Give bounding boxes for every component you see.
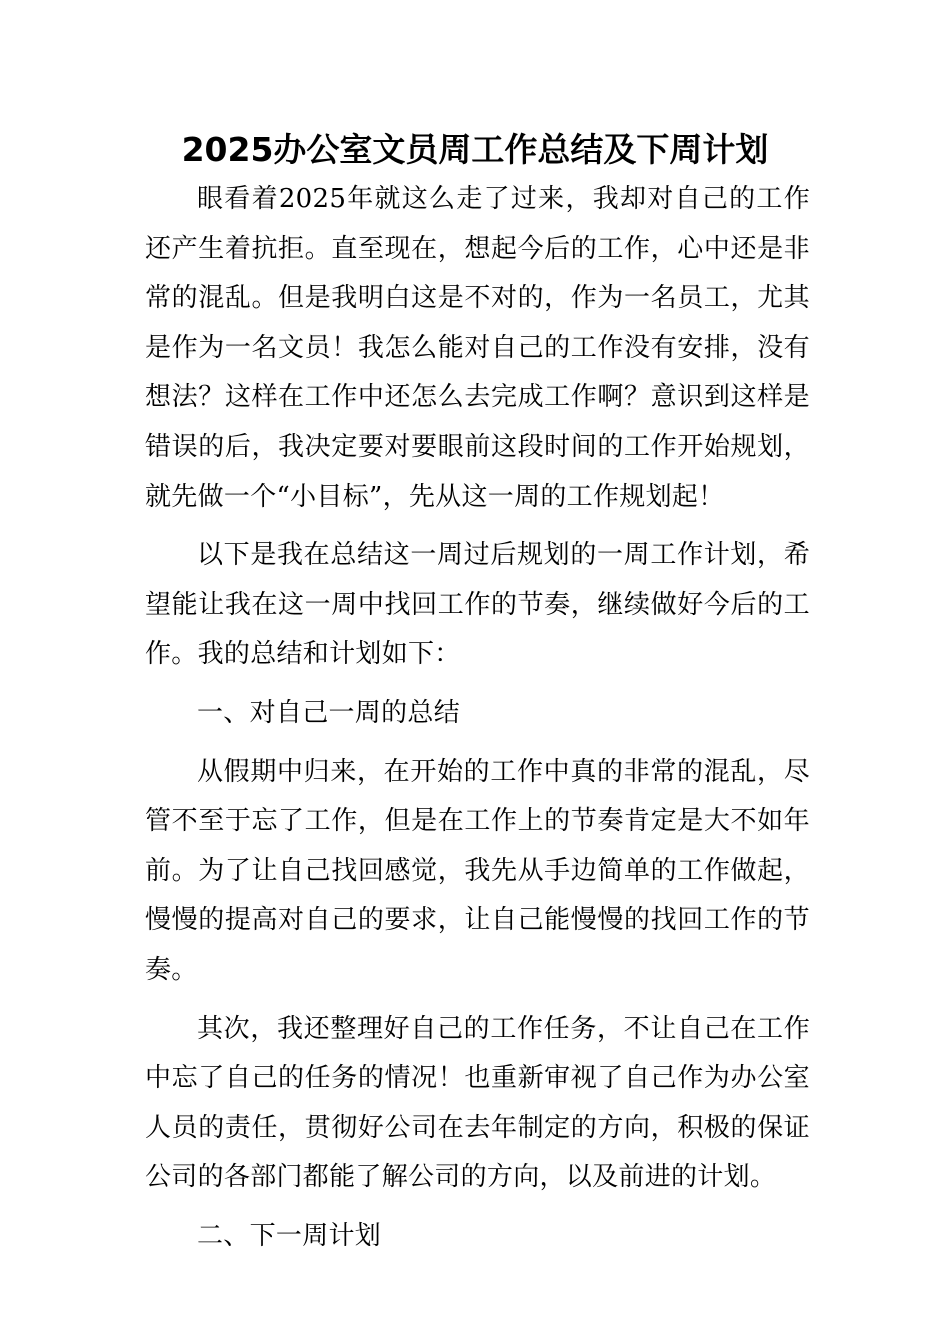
paragraph-summary-2: 其次，我还整理好自己的工作任务，不让自己在工作中忘了自己的任务的情况！也重新审视了自己作为办公室人员的责任，贯彻好公司在去年制定的方向，积极的保证公司的各部门都能了解公司的方向，以及前进的计划。 (145, 1013, 810, 1193)
paragraph-summary-1: 从假期中归来，在开始的工作中真的非常的混乱，尽管不至于忘了工作，但是在工作上的节奏肯定是大不如年前。为了让自己找回感觉，我先从手边简单的工作做起，慢慢的提高对自己的要求，让自己能慢慢的找回工作的节奏。 (145, 756, 810, 985)
document-title: 2025办公室文员周工作总结及下周计划 (181, 130, 769, 169)
document-body (145, 175, 810, 1270)
paragraph-intro: 眼看着2025年就这么走了过来，我却对自己的工作还产生着抗拒。直至现在，想起今后的工作，心中还是非常的混乱。但是我明白这是不对的，作为一名员工，尤其是作为一名文员！我怎么能对自己的工作没有安排，没有想法？这样在工作中还怎么去完成工作啊？意识到这样是错误的后，我决定要对要眼前这段时间的工作开始规划，就先做一个“小目标”，先从这一周的工作规划起！ (145, 184, 810, 512)
section-heading-next-week: 二、下一周计划 (197, 1220, 382, 1251)
section-heading-summary: 一、对自己一周的总结 (197, 697, 461, 728)
paragraph-plan-intro: 以下是我在总结这一周过后规划的一周工作计划，希望能让我在这一周中找回工作的节奏，继续做好今后的工作。我的总结和计划如下： (145, 540, 810, 670)
